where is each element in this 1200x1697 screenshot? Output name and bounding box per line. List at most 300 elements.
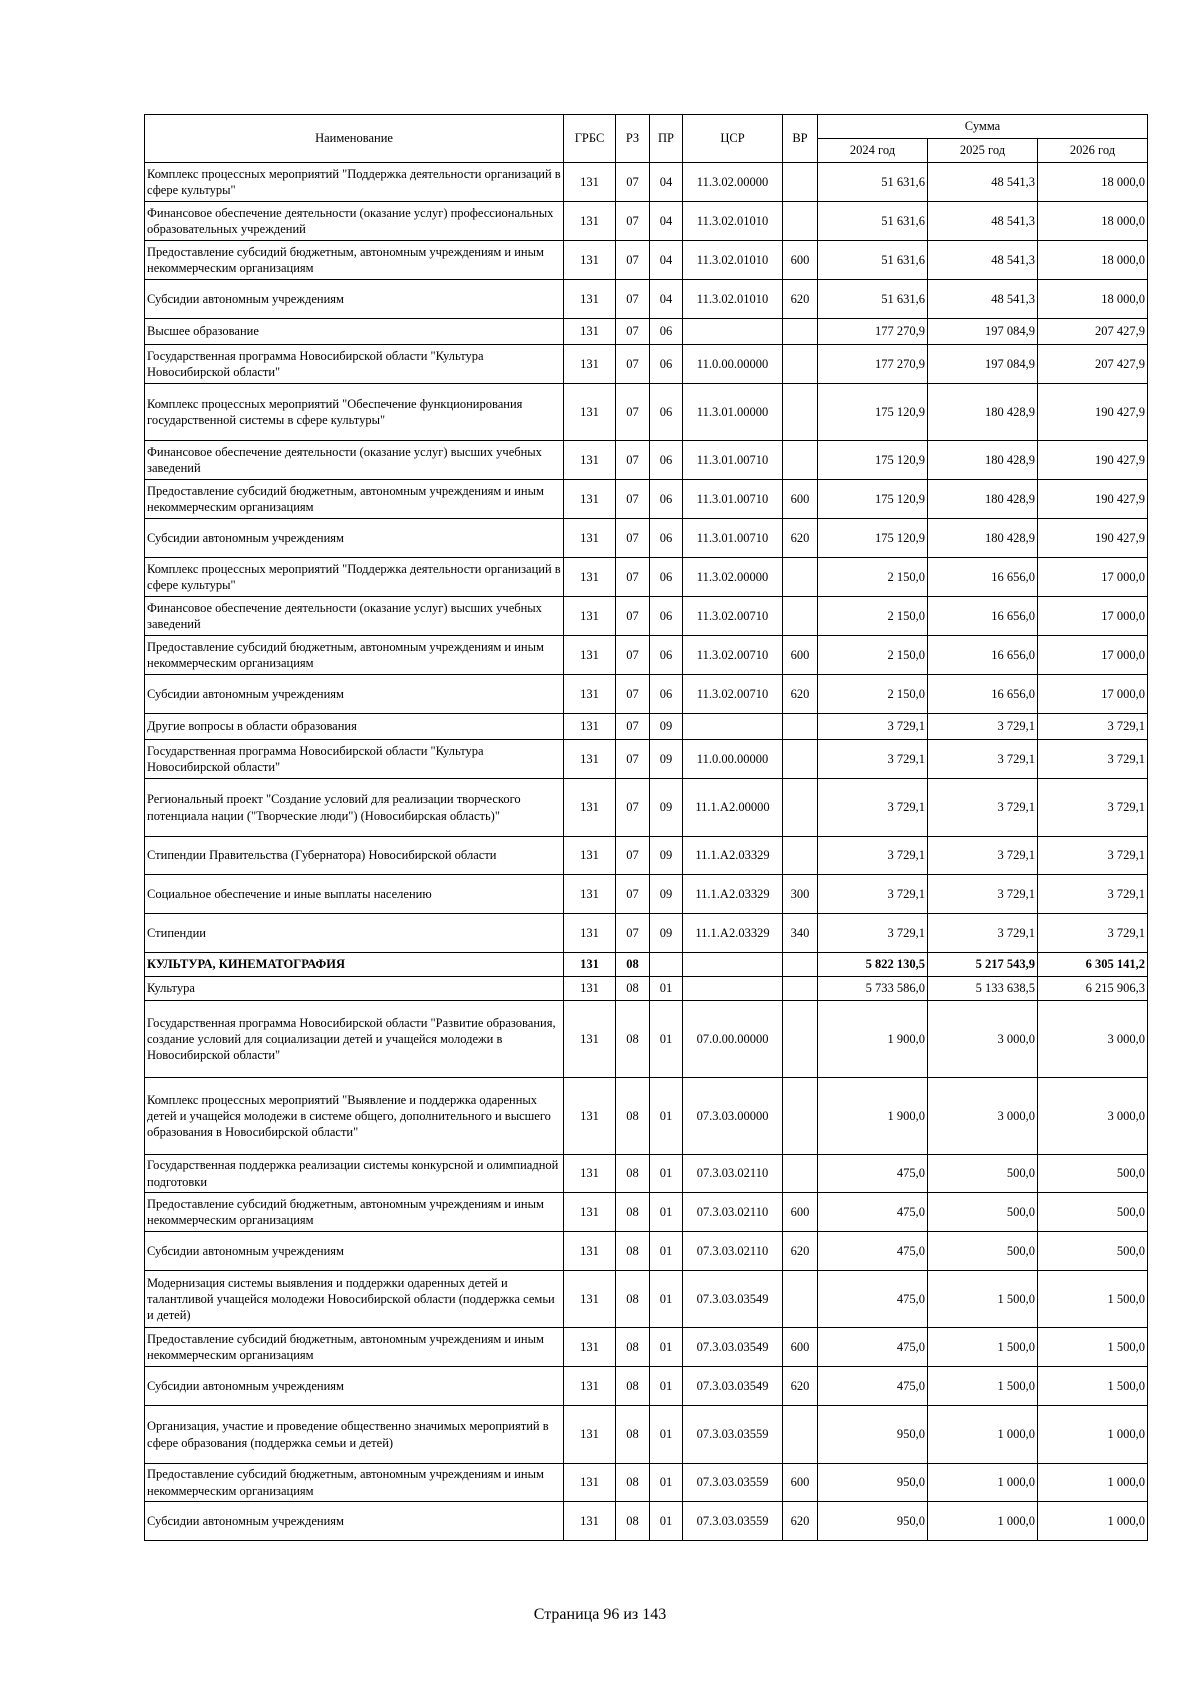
cell-name: Финансовое обеспечение деятельности (оказание услуг) профессиональных образовательных учреждений <box>145 202 564 241</box>
cell-rz: 07 <box>616 441 650 480</box>
cell-2026: 17 000,0 <box>1038 675 1148 714</box>
cell-vr: 600 <box>783 241 818 280</box>
cell-grbs: 131 <box>564 675 616 714</box>
cell-pr: 04 <box>650 241 683 280</box>
cell-pr: 06 <box>650 319 683 345</box>
cell-grbs: 131 <box>564 953 616 977</box>
cell-vr <box>783 953 818 977</box>
cell-grbs: 131 <box>564 1001 616 1078</box>
cell-rz: 07 <box>616 280 650 319</box>
table-row <box>145 480 1148 519</box>
cell-pr: 06 <box>650 558 683 597</box>
cell-csr: 07.3.03.03549 <box>683 1271 783 1328</box>
cell-pr: 01 <box>650 1271 683 1328</box>
cell-2024: 2 150,0 <box>818 558 928 597</box>
cell-rz: 07 <box>616 202 650 241</box>
cell-vr <box>783 1271 818 1328</box>
cell-grbs: 131 <box>564 1155 616 1193</box>
table-row <box>145 1078 1148 1155</box>
cell-pr: 01 <box>650 1001 683 1078</box>
cell-2026: 3 729,1 <box>1038 779 1148 837</box>
cell-rz: 08 <box>616 1155 650 1193</box>
cell-rz: 07 <box>616 319 650 345</box>
cell-name: КУЛЬТУРА, КИНЕМАТОГРАФИЯ <box>145 953 564 977</box>
cell-name: Субсидии автономным учреждениям <box>145 519 564 558</box>
cell-2025: 1 000,0 <box>928 1406 1038 1464</box>
table-row <box>145 1367 1148 1406</box>
cell-name: Другие вопросы в области образования <box>145 714 564 740</box>
table-row <box>145 977 1148 1001</box>
cell-2026: 500,0 <box>1038 1232 1148 1271</box>
cell-2025: 1 500,0 <box>928 1271 1038 1328</box>
cell-2026: 17 000,0 <box>1038 636 1148 675</box>
cell-pr: 06 <box>650 597 683 636</box>
table-row <box>145 280 1148 319</box>
cell-csr <box>683 319 783 345</box>
cell-csr: 11.3.02.01010 <box>683 202 783 241</box>
cell-name: Модернизация системы выявления и поддержки одаренных детей и талантливой учащейся молодежи Новосибирской области (поддержка семьи и детей) <box>145 1271 564 1328</box>
cell-csr <box>683 714 783 740</box>
cell-2025: 16 656,0 <box>928 558 1038 597</box>
table-row <box>145 714 1148 740</box>
cell-2025: 3 729,1 <box>928 875 1038 914</box>
cell-pr: 06 <box>650 345 683 384</box>
cell-2024: 51 631,6 <box>818 280 928 319</box>
cell-pr: 06 <box>650 384 683 441</box>
cell-grbs: 131 <box>564 1232 616 1271</box>
cell-vr <box>783 597 818 636</box>
cell-2024: 950,0 <box>818 1406 928 1464</box>
cell-2024: 2 150,0 <box>818 597 928 636</box>
cell-name: Субсидии автономным учреждениям <box>145 1502 564 1541</box>
table-row <box>145 1232 1148 1271</box>
cell-vr <box>783 202 818 241</box>
cell-2025: 3 729,1 <box>928 914 1038 953</box>
cell-rz: 08 <box>616 1078 650 1155</box>
header-name: Наименование <box>145 115 564 163</box>
cell-name: Социальное обеспечение и иные выплаты населению <box>145 875 564 914</box>
cell-rz: 08 <box>616 1367 650 1406</box>
cell-rz: 07 <box>616 875 650 914</box>
table-header <box>145 115 1148 163</box>
cell-csr: 11.3.02.00000 <box>683 558 783 597</box>
table-row <box>145 163 1148 202</box>
cell-csr: 11.3.01.00710 <box>683 519 783 558</box>
cell-2025: 1 500,0 <box>928 1328 1038 1367</box>
cell-vr: 600 <box>783 636 818 675</box>
cell-csr: 07.3.03.00000 <box>683 1078 783 1155</box>
cell-csr: 11.3.02.00710 <box>683 675 783 714</box>
cell-csr: 11.3.02.00000 <box>683 163 783 202</box>
cell-rz: 08 <box>616 1271 650 1328</box>
cell-2025: 180 428,9 <box>928 441 1038 480</box>
cell-csr: 07.3.03.02110 <box>683 1232 783 1271</box>
cell-pr: 01 <box>650 1367 683 1406</box>
cell-2026: 190 427,9 <box>1038 519 1148 558</box>
cell-grbs: 131 <box>564 241 616 280</box>
cell-rz: 08 <box>616 1328 650 1367</box>
cell-grbs: 131 <box>564 1193 616 1232</box>
cell-grbs: 131 <box>564 1464 616 1502</box>
cell-2024: 3 729,1 <box>818 875 928 914</box>
cell-csr <box>683 953 783 977</box>
table-row <box>145 241 1148 280</box>
cell-2025: 197 084,9 <box>928 319 1038 345</box>
cell-2026: 1 500,0 <box>1038 1367 1148 1406</box>
table-row <box>145 597 1148 636</box>
cell-name: Стипендии Правительства (Губернатора) Новосибирской области <box>145 837 564 875</box>
cell-name: Субсидии автономным учреждениям <box>145 1232 564 1271</box>
cell-name: Государственная поддержка реализации системы конкурсной и олимпиадной подготовки <box>145 1155 564 1193</box>
cell-2026: 190 427,9 <box>1038 480 1148 519</box>
cell-2024: 475,0 <box>818 1271 928 1328</box>
cell-name: Субсидии автономным учреждениям <box>145 280 564 319</box>
cell-pr: 09 <box>650 740 683 779</box>
cell-csr: 11.3.02.01010 <box>683 280 783 319</box>
cell-pr: 01 <box>650 1078 683 1155</box>
cell-2024: 51 631,6 <box>818 241 928 280</box>
cell-vr <box>783 1406 818 1464</box>
cell-2025: 1 000,0 <box>928 1502 1038 1541</box>
cell-vr: 620 <box>783 1367 818 1406</box>
cell-2026: 207 427,9 <box>1038 319 1148 345</box>
cell-pr <box>650 953 683 977</box>
cell-2025: 48 541,3 <box>928 280 1038 319</box>
table-row <box>145 1406 1148 1464</box>
cell-name: Предоставление субсидий бюджетным, автономным учреждениям и иным некоммерческим организациям <box>145 1193 564 1232</box>
cell-rz: 07 <box>616 384 650 441</box>
cell-rz: 08 <box>616 1001 650 1078</box>
cell-grbs: 131 <box>564 1078 616 1155</box>
cell-grbs: 131 <box>564 441 616 480</box>
cell-2024: 1 900,0 <box>818 1001 928 1078</box>
cell-2026: 1 000,0 <box>1038 1502 1148 1541</box>
cell-2024: 177 270,9 <box>818 345 928 384</box>
cell-vr: 600 <box>783 1464 818 1502</box>
cell-pr: 01 <box>650 1328 683 1367</box>
header-vr: ВР <box>783 115 818 163</box>
header-year-2026: 2026 год <box>1038 139 1148 163</box>
cell-2024: 5 822 130,5 <box>818 953 928 977</box>
cell-vr <box>783 1078 818 1155</box>
cell-rz: 07 <box>616 597 650 636</box>
cell-vr <box>783 558 818 597</box>
cell-csr: 07.3.03.03559 <box>683 1502 783 1541</box>
cell-2026: 6 215 906,3 <box>1038 977 1148 1001</box>
cell-2025: 500,0 <box>928 1193 1038 1232</box>
cell-2026: 3 000,0 <box>1038 1001 1148 1078</box>
cell-rz: 07 <box>616 480 650 519</box>
header-sum: Сумма <box>818 115 1148 139</box>
cell-2026: 18 000,0 <box>1038 280 1148 319</box>
cell-pr: 01 <box>650 1464 683 1502</box>
table-row <box>145 1155 1148 1193</box>
cell-rz: 08 <box>616 1193 650 1232</box>
cell-vr <box>783 441 818 480</box>
cell-vr: 620 <box>783 280 818 319</box>
cell-csr: 11.0.00.00000 <box>683 740 783 779</box>
cell-vr: 620 <box>783 1502 818 1541</box>
cell-pr: 09 <box>650 837 683 875</box>
cell-grbs: 131 <box>564 558 616 597</box>
cell-grbs: 131 <box>564 519 616 558</box>
cell-grbs: 131 <box>564 875 616 914</box>
cell-2024: 51 631,6 <box>818 202 928 241</box>
cell-pr: 01 <box>650 1502 683 1541</box>
cell-name: Финансовое обеспечение деятельности (оказание услуг) высших учебных заведений <box>145 441 564 480</box>
cell-vr <box>783 837 818 875</box>
cell-csr: 07.3.03.03559 <box>683 1406 783 1464</box>
cell-2025: 3 729,1 <box>928 779 1038 837</box>
cell-2025: 180 428,9 <box>928 480 1038 519</box>
cell-rz: 07 <box>616 345 650 384</box>
cell-vr <box>783 1155 818 1193</box>
cell-grbs: 131 <box>564 837 616 875</box>
cell-name: Высшее образование <box>145 319 564 345</box>
cell-2026: 17 000,0 <box>1038 597 1148 636</box>
cell-2026: 500,0 <box>1038 1193 1148 1232</box>
cell-pr: 09 <box>650 779 683 837</box>
cell-name: Государственная программа Новосибирской области "Культура Новосибирской области" <box>145 345 564 384</box>
cell-grbs: 131 <box>564 202 616 241</box>
cell-name: Комплекс процессных мероприятий "Выявление и поддержка одаренных детей и учащейся молодежи в системе общего, дополнительного и высшего образования в Новосибирской области" <box>145 1078 564 1155</box>
cell-2024: 475,0 <box>818 1367 928 1406</box>
cell-2025: 3 000,0 <box>928 1001 1038 1078</box>
cell-pr: 01 <box>650 1155 683 1193</box>
cell-2025: 16 656,0 <box>928 636 1038 675</box>
cell-2024: 475,0 <box>818 1155 928 1193</box>
cell-csr: 11.0.00.00000 <box>683 345 783 384</box>
cell-2024: 475,0 <box>818 1232 928 1271</box>
cell-rz: 07 <box>616 675 650 714</box>
cell-2025: 48 541,3 <box>928 202 1038 241</box>
cell-csr: 11.3.02.01010 <box>683 241 783 280</box>
cell-2025: 3 729,1 <box>928 740 1038 779</box>
cell-rz: 08 <box>616 953 650 977</box>
cell-2025: 16 656,0 <box>928 597 1038 636</box>
table-body <box>145 163 1148 1541</box>
cell-csr: 07.3.03.02110 <box>683 1193 783 1232</box>
table-row <box>145 345 1148 384</box>
cell-grbs: 131 <box>564 345 616 384</box>
cell-2024: 175 120,9 <box>818 384 928 441</box>
cell-rz: 07 <box>616 779 650 837</box>
cell-rz: 07 <box>616 241 650 280</box>
cell-csr: 11.1.А2.03329 <box>683 914 783 953</box>
table-row <box>145 1464 1148 1502</box>
cell-2026: 1 500,0 <box>1038 1328 1148 1367</box>
cell-vr <box>783 1001 818 1078</box>
cell-rz: 07 <box>616 558 650 597</box>
table-row <box>145 875 1148 914</box>
cell-vr <box>783 779 818 837</box>
cell-2025: 1 000,0 <box>928 1464 1038 1502</box>
cell-2024: 3 729,1 <box>818 914 928 953</box>
cell-vr: 600 <box>783 1328 818 1367</box>
cell-grbs: 131 <box>564 1406 616 1464</box>
cell-grbs: 131 <box>564 1502 616 1541</box>
table-row <box>145 519 1148 558</box>
cell-2026: 3 729,1 <box>1038 740 1148 779</box>
cell-2024: 475,0 <box>818 1328 928 1367</box>
header-year-2025: 2025 год <box>928 139 1038 163</box>
cell-2026: 3 729,1 <box>1038 837 1148 875</box>
cell-grbs: 131 <box>564 480 616 519</box>
table-row <box>145 953 1148 977</box>
cell-rz: 07 <box>616 714 650 740</box>
cell-vr <box>783 740 818 779</box>
table-row <box>145 441 1148 480</box>
cell-2025: 48 541,3 <box>928 163 1038 202</box>
cell-2024: 3 729,1 <box>818 740 928 779</box>
cell-name: Государственная программа Новосибирской области "Культура Новосибирской области" <box>145 740 564 779</box>
header-pr: ПР <box>650 115 683 163</box>
cell-2025: 500,0 <box>928 1155 1038 1193</box>
cell-rz: 07 <box>616 914 650 953</box>
cell-name: Организация, участие и проведение общественно значимых мероприятий в сфере образования (поддержка семьи и детей) <box>145 1406 564 1464</box>
cell-2026: 3 729,1 <box>1038 875 1148 914</box>
table-row <box>145 1328 1148 1367</box>
cell-rz: 07 <box>616 519 650 558</box>
cell-vr: 340 <box>783 914 818 953</box>
cell-pr: 09 <box>650 914 683 953</box>
table-row <box>145 837 1148 875</box>
header-csr: ЦСР <box>683 115 783 163</box>
cell-2024: 3 729,1 <box>818 837 928 875</box>
cell-rz: 08 <box>616 977 650 1001</box>
table-row <box>145 1271 1148 1328</box>
cell-vr: 620 <box>783 1232 818 1271</box>
cell-grbs: 131 <box>564 384 616 441</box>
cell-rz: 08 <box>616 1464 650 1502</box>
table-row <box>145 319 1148 345</box>
cell-vr <box>783 345 818 384</box>
cell-2024: 175 120,9 <box>818 519 928 558</box>
cell-csr: 11.3.02.00710 <box>683 636 783 675</box>
cell-pr: 06 <box>650 441 683 480</box>
cell-csr: 11.1.А2.03329 <box>683 837 783 875</box>
cell-2025: 16 656,0 <box>928 675 1038 714</box>
cell-2024: 175 120,9 <box>818 480 928 519</box>
cell-vr <box>783 977 818 1001</box>
cell-2025: 5 133 638,5 <box>928 977 1038 1001</box>
cell-grbs: 131 <box>564 319 616 345</box>
cell-csr: 07.0.00.00000 <box>683 1001 783 1078</box>
cell-2025: 48 541,3 <box>928 241 1038 280</box>
cell-name: Предоставление субсидий бюджетным, автономным учреждениям и иным некоммерческим организациям <box>145 241 564 280</box>
table-row <box>145 1001 1148 1078</box>
cell-csr <box>683 977 783 1001</box>
cell-2024: 950,0 <box>818 1502 928 1541</box>
cell-name: Культура <box>145 977 564 1001</box>
table-row <box>145 914 1148 953</box>
cell-rz: 07 <box>616 163 650 202</box>
cell-rz: 08 <box>616 1406 650 1464</box>
cell-grbs: 131 <box>564 1328 616 1367</box>
cell-csr: 11.1.А2.03329 <box>683 875 783 914</box>
cell-rz: 07 <box>616 740 650 779</box>
table-row <box>145 675 1148 714</box>
cell-2026: 1 000,0 <box>1038 1464 1148 1502</box>
cell-vr <box>783 163 818 202</box>
cell-2025: 180 428,9 <box>928 384 1038 441</box>
table-row <box>145 740 1148 779</box>
cell-2025: 197 084,9 <box>928 345 1038 384</box>
cell-2024: 1 900,0 <box>818 1078 928 1155</box>
cell-rz: 08 <box>616 1232 650 1271</box>
cell-grbs: 131 <box>564 636 616 675</box>
cell-csr: 11.3.01.00710 <box>683 441 783 480</box>
cell-grbs: 131 <box>564 597 616 636</box>
cell-pr: 01 <box>650 1193 683 1232</box>
cell-2026: 18 000,0 <box>1038 241 1148 280</box>
cell-2025: 1 500,0 <box>928 1367 1038 1406</box>
cell-name: Предоставление субсидий бюджетным, автономным учреждениям и иным некоммерческим организациям <box>145 636 564 675</box>
cell-2026: 3 729,1 <box>1038 714 1148 740</box>
cell-2026: 190 427,9 <box>1038 441 1148 480</box>
cell-2026: 3 729,1 <box>1038 914 1148 953</box>
cell-2026: 18 000,0 <box>1038 163 1148 202</box>
page-number: Страница 96 из 143 <box>533 1606 667 1623</box>
cell-2026: 3 000,0 <box>1038 1078 1148 1155</box>
cell-grbs: 131 <box>564 163 616 202</box>
cell-name: Комплекс процессных мероприятий "Поддержка деятельности организаций в сфере культуры" <box>145 163 564 202</box>
cell-vr: 600 <box>783 1193 818 1232</box>
cell-2024: 475,0 <box>818 1193 928 1232</box>
cell-2026: 500,0 <box>1038 1155 1148 1193</box>
cell-pr: 09 <box>650 875 683 914</box>
cell-name: Финансовое обеспечение деятельности (оказание услуг) высших учебных заведений <box>145 597 564 636</box>
table-row <box>145 1193 1148 1232</box>
cell-csr: 07.3.03.03549 <box>683 1328 783 1367</box>
table-row <box>145 1502 1148 1541</box>
header-year-2024: 2024 год <box>818 139 928 163</box>
cell-pr: 06 <box>650 519 683 558</box>
table-row <box>145 779 1148 837</box>
table-row <box>145 384 1148 441</box>
cell-rz: 07 <box>616 636 650 675</box>
table-row <box>145 636 1148 675</box>
cell-pr: 01 <box>650 977 683 1001</box>
header-grbs: ГРБС <box>564 115 616 163</box>
cell-pr: 04 <box>650 163 683 202</box>
cell-2024: 2 150,0 <box>818 675 928 714</box>
cell-vr: 620 <box>783 519 818 558</box>
cell-grbs: 131 <box>564 740 616 779</box>
cell-csr: 11.3.01.00000 <box>683 384 783 441</box>
cell-csr: 07.3.03.03559 <box>683 1464 783 1502</box>
cell-vr: 300 <box>783 875 818 914</box>
cell-grbs: 131 <box>564 1271 616 1328</box>
cell-2024: 5 733 586,0 <box>818 977 928 1001</box>
cell-vr <box>783 714 818 740</box>
cell-pr: 01 <box>650 1232 683 1271</box>
cell-csr: 07.3.03.02110 <box>683 1155 783 1193</box>
cell-2025: 500,0 <box>928 1232 1038 1271</box>
header-rz: РЗ <box>616 115 650 163</box>
cell-2024: 2 150,0 <box>818 636 928 675</box>
cell-name: Комплекс процессных мероприятий "Обеспечение функционирования государственной системы в сфере культуры" <box>145 384 564 441</box>
cell-csr: 11.3.02.00710 <box>683 597 783 636</box>
cell-pr: 04 <box>650 280 683 319</box>
cell-pr: 04 <box>650 202 683 241</box>
table-row <box>145 202 1148 241</box>
cell-pr: 06 <box>650 675 683 714</box>
cell-csr: 11.3.01.00710 <box>683 480 783 519</box>
cell-2026: 1 000,0 <box>1038 1406 1148 1464</box>
budget-table <box>144 114 1148 1541</box>
cell-grbs: 131 <box>564 914 616 953</box>
